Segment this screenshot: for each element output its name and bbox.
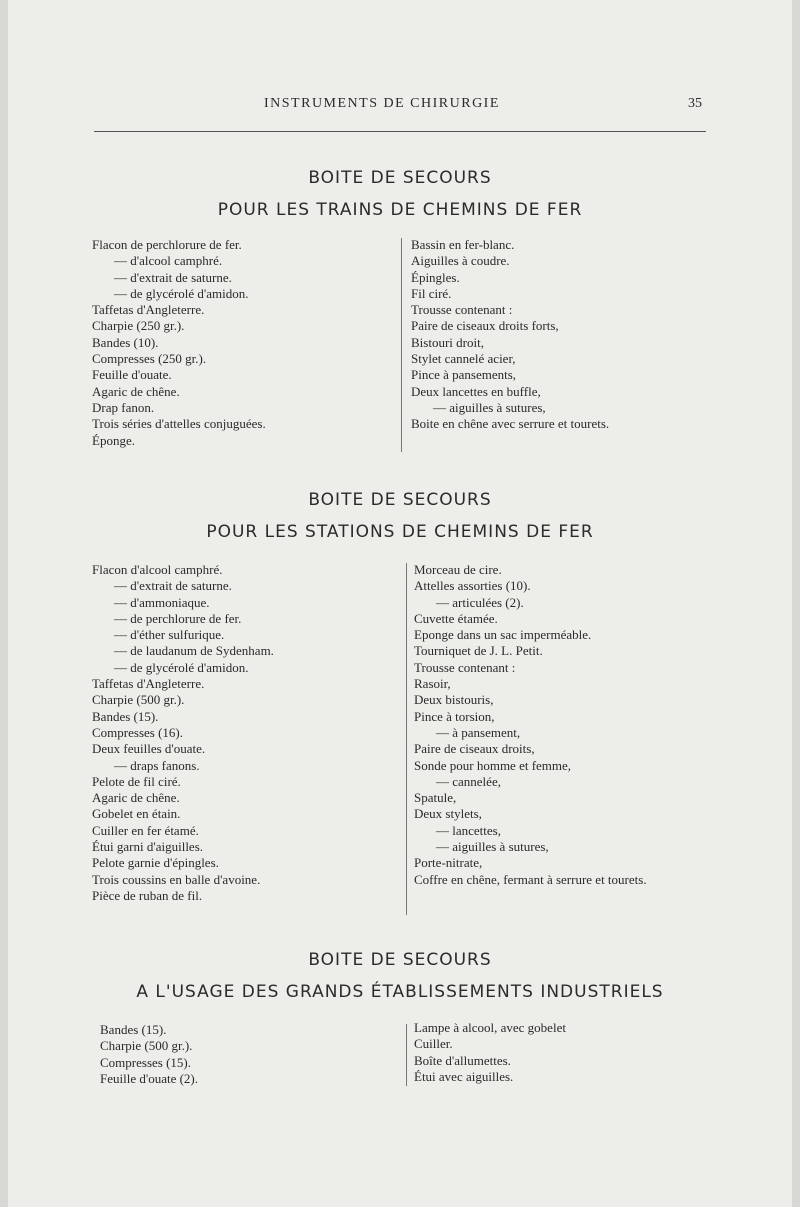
list-item: Deux lancettes en buffle,	[411, 383, 541, 399]
list-item: Pince à torsion,	[414, 708, 495, 724]
list-item: Pince à pansements,	[411, 367, 517, 383]
list-item: Flacon de perchlorure de fer.	[92, 237, 242, 252]
list-item: Paire de ciseaux droits forts,	[411, 318, 559, 334]
list-item: Bandes (10).	[92, 334, 159, 350]
list-item: Feuille d'ouate (2).	[100, 1070, 199, 1086]
list-item: Drap fanon.	[92, 399, 155, 415]
list-item: Lampe à alcool, avec gobelet	[414, 1020, 566, 1035]
list-item: Pelote garnie d'épingles.	[92, 855, 219, 871]
list-item: Pelote de fil ciré.	[92, 773, 181, 789]
list-item: Deux stylets,	[414, 806, 482, 822]
list-item: Eponge dans un sac imperméable.	[414, 627, 592, 643]
list-item: — articulées (2).	[436, 594, 524, 610]
section-1-title-line1: BOITE DE SECOURS	[308, 168, 492, 188]
list-item: Porte-nitrate,	[414, 855, 483, 871]
list-item: — d'extrait de saturne.	[114, 269, 232, 285]
list-item: Spatule,	[414, 790, 457, 806]
list-item: Charpie (500 gr.).	[92, 692, 185, 708]
list-item: Taffetas d'Angleterre.	[92, 302, 205, 318]
list-item: Étui avec aiguilles.	[414, 1068, 514, 1084]
list-item: Trois séries d'attelles conjuguées.	[92, 416, 266, 432]
book-page	[8, 0, 792, 1207]
list-item: — draps fanons.	[114, 757, 200, 773]
list-item: Compresses (250 gr.).	[92, 351, 207, 367]
running-header	[8, 96, 792, 116]
list-item: Deux feuilles d'ouate.	[92, 741, 206, 757]
list-item: — de glycérolé d'amidon.	[114, 659, 249, 675]
list-item: Trousse contenant :	[411, 302, 513, 318]
list-item: Bistouri droit,	[411, 334, 484, 350]
list-item: Charpie (500 gr.).	[100, 1038, 193, 1054]
list-item: Cuiller en fer étamé.	[92, 822, 199, 838]
section-1-right-list	[411, 237, 609, 433]
list-item: Pièce de ruban de fil.	[92, 887, 203, 903]
list-item: Sonde pour homme et femme,	[414, 757, 572, 773]
list-item: Rasoir,	[414, 676, 451, 692]
list-item: Boîte d'allumettes.	[414, 1052, 511, 1068]
list-item: — cannelée,	[436, 773, 501, 789]
section-2-right-list	[414, 562, 647, 888]
column-divider	[406, 1024, 407, 1086]
list-item: Cuiller.	[414, 1036, 453, 1052]
list-item: Flacon d'alcool camphré.	[92, 562, 223, 577]
list-item: Paire de ciseaux droits,	[414, 741, 535, 757]
list-item: Cuvette étamée.	[414, 610, 498, 626]
list-item: Épingles.	[411, 269, 460, 285]
list-item: Étui garni d'aiguilles.	[92, 839, 204, 855]
list-item: Bassin en fer-blanc.	[411, 237, 515, 252]
list-item: Bandes (15).	[92, 708, 159, 724]
list-item: Compresses (16).	[92, 724, 183, 740]
list-item: Agaric de chêne.	[92, 383, 180, 399]
list-item: Agaric de chêne.	[92, 790, 180, 806]
list-item: Feuille d'ouate.	[92, 367, 172, 383]
running-title: INSTRUMENTS DE CHIRURGIE	[264, 96, 500, 111]
section-3-title-line2: A L'USAGE DES GRANDS ÉTABLISSEMENTS INDUSTRIELS	[136, 982, 664, 1002]
list-item: Tourniquet de J. L. Petit.	[414, 643, 543, 659]
list-item: — de glycérolé d'amidon.	[114, 285, 249, 301]
list-item: — de laudanum de Sydenham.	[114, 643, 274, 659]
list-item: Attelles assorties (10).	[414, 578, 531, 594]
column-divider	[406, 563, 407, 915]
list-item: Coffre en chêne, fermant à serrure et tourets.	[414, 871, 647, 887]
list-item: Stylet cannelé acier,	[411, 351, 516, 367]
list-item: Compresses (15).	[100, 1054, 191, 1070]
section-3-title-line1: BOITE DE SECOURS	[308, 950, 492, 970]
list-item: Charpie (250 gr.).	[92, 318, 185, 334]
list-item: — aiguilles à sutures,	[436, 839, 549, 855]
list-item: — d'éther sulfurique.	[114, 627, 225, 643]
list-item: — à pansement,	[436, 724, 521, 740]
list-item: Boite en chêne avec serrure et tourets.	[411, 416, 610, 432]
column-divider	[401, 238, 402, 452]
list-item: — d'extrait de saturne.	[114, 578, 232, 594]
list-item: Morceau de cire.	[414, 562, 502, 577]
list-item: Bandes (15).	[100, 1022, 167, 1037]
section-2-title-line1: BOITE DE SECOURS	[308, 490, 492, 510]
section-3-right-list	[414, 1020, 566, 1085]
list-item: Trousse contenant :	[414, 659, 516, 675]
list-item: Taffetas d'Angleterre.	[92, 676, 205, 692]
section-2-title-line2: POUR LES STATIONS DE CHEMINS DE FER	[206, 522, 594, 542]
list-item: — aiguilles à sutures,	[433, 399, 546, 415]
section-1-title-line2: POUR LES TRAINS DE CHEMINS DE FER	[217, 200, 583, 220]
list-item: Éponge.	[92, 432, 135, 448]
list-item: Trois coussins en balle d'avoine.	[92, 871, 261, 887]
section-3-left-list	[100, 1022, 198, 1087]
list-item: Aiguilles à coudre.	[411, 253, 510, 269]
list-item: — d'ammoniaque.	[114, 594, 210, 610]
page-number: 35	[688, 96, 702, 111]
list-item: Gobelet en étain.	[92, 806, 181, 822]
list-item: — d'alcool camphré.	[114, 253, 223, 269]
list-item: Deux bistouris,	[414, 692, 494, 708]
list-item: — lancettes,	[436, 822, 501, 838]
list-item: — de perchlorure de fer.	[114, 610, 242, 626]
section-2-left-list	[92, 562, 274, 904]
header-rule	[94, 131, 706, 132]
section-1-left-list	[92, 237, 266, 449]
list-item: Fil ciré.	[411, 285, 452, 301]
